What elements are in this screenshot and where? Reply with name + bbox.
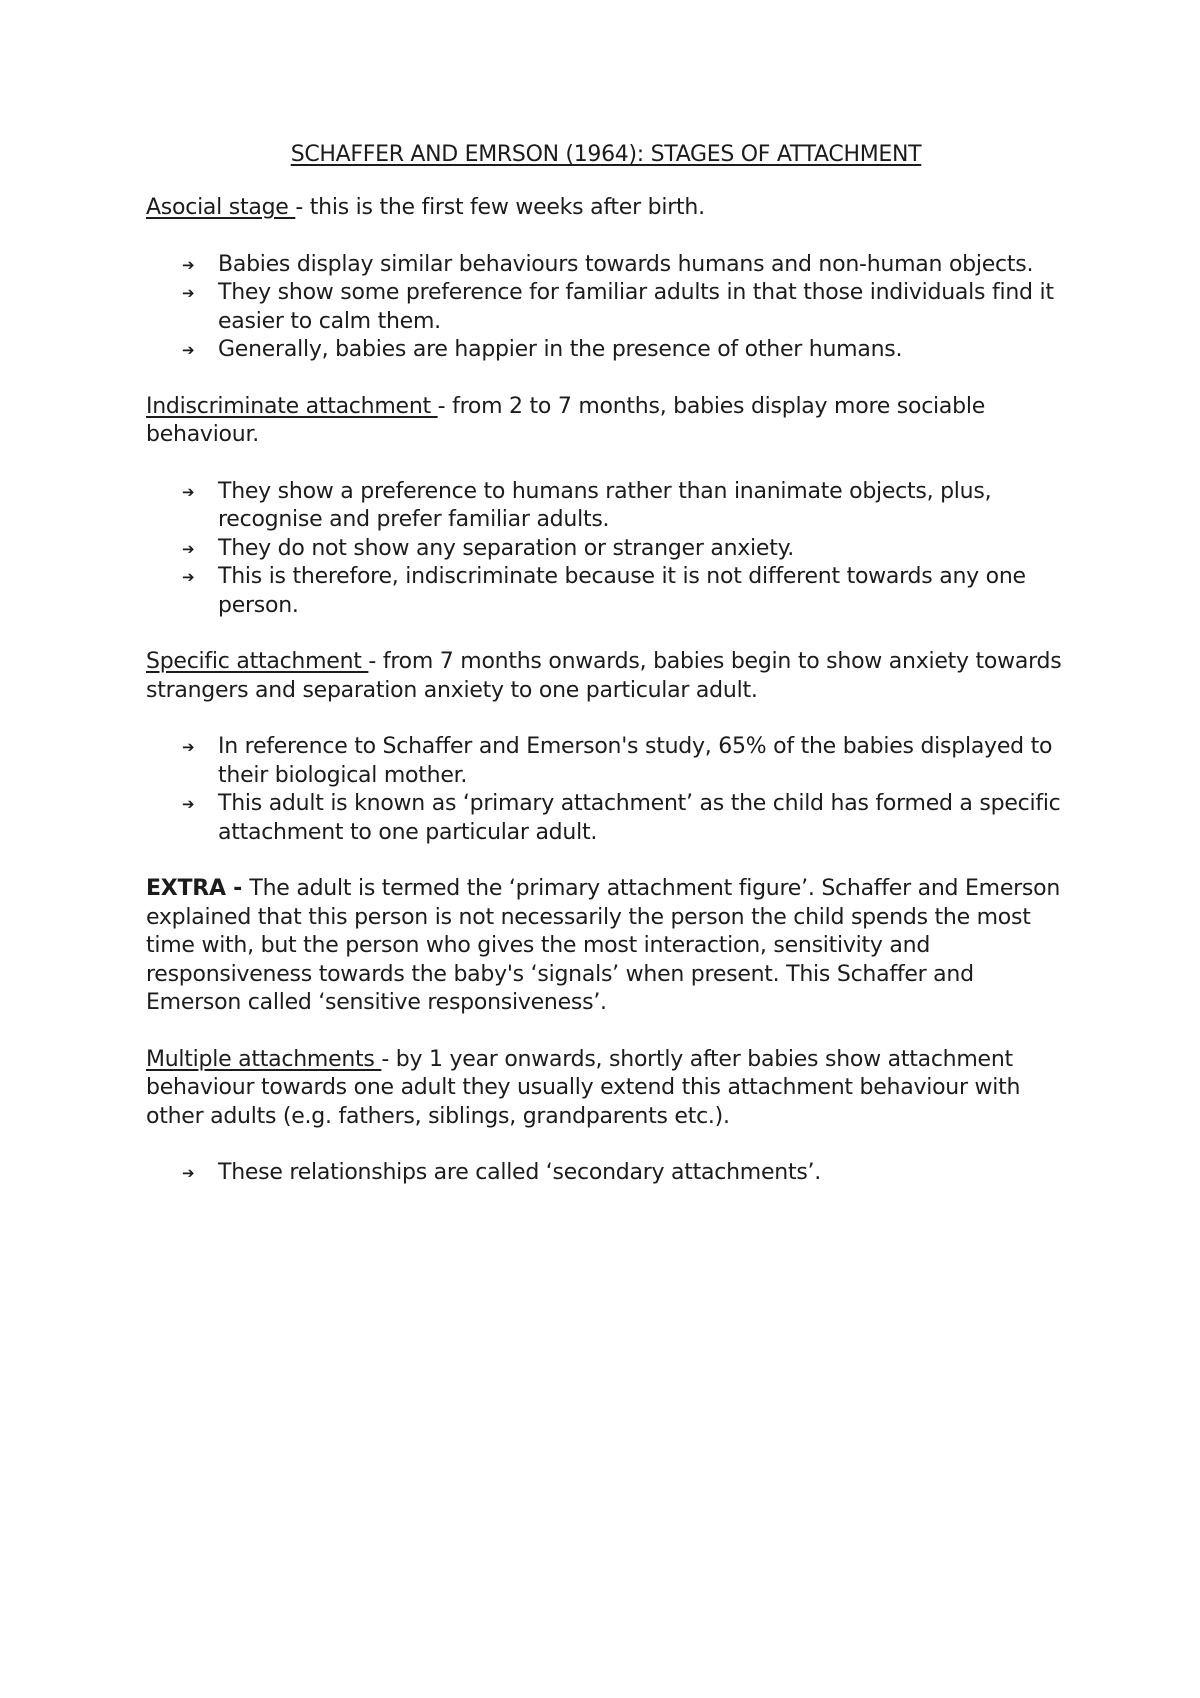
extra-label: EXTRA - <box>146 876 250 901</box>
spacer <box>146 1018 1066 1046</box>
arrow-bullet-icon: ➔ <box>182 284 195 302</box>
specific-attachment-heading: Specific attachment <box>146 649 369 674</box>
list-item: ➔ They do not show any separation or stranger anxiety. <box>218 535 1066 564</box>
list-item: ➔ They show some preference for familiar adults in that those individuals find it easier to calm them. <box>182 280 1054 334</box>
list-item: ➔ Generally, babies are happier in the presence of other humans. <box>218 336 1066 365</box>
indiscriminate-attachment-bullets <box>146 478 1066 621</box>
specific-attachment-bullets <box>146 733 1066 847</box>
list-item: ➔ This adult is known as ‘primary attachment’ as the child has formed a specific attachment to one particular adult. <box>182 791 1061 845</box>
asocial-stage-heading: Asocial stage <box>146 195 296 220</box>
indiscriminate-attachment-heading: Indiscriminate attachment <box>146 393 438 419</box>
indiscriminate-attachment-paragraph <box>146 393 1066 450</box>
arrow-bullet-icon: ➔ <box>182 568 195 586</box>
asocial-stage-paragraph <box>146 194 1066 223</box>
specific-attachment-text: - from 7 months onwards, babies begin to show anxiety towards strangers and separation anxiety to one particular adult. <box>146 649 1062 703</box>
multiple-attachments-heading: Multiple attachments <box>146 1046 382 1072</box>
asocial-stage-text: - this is the first few weeks after birth. <box>295 195 705 220</box>
arrow-bullet-icon: ➔ <box>182 341 195 359</box>
document-title: SCHAFFER AND EMRSON (1964): STAGES OF ATTACHMENT <box>290 142 922 167</box>
extra-text: The adult is termed the ‘primary attachment figure’. Schaffer and Emerson explained that this person is not necessarily the person the child spends the most time with, but the person who gives the most interaction, sensitivity and responsiveness towards the baby's ‘signals’ when present. This Schaffer and Emerson called ‘sensitive responsiveness’. <box>146 876 1061 1015</box>
multiple-attachments-bullets <box>146 1159 1066 1188</box>
list-item: ➔ This is therefore, indiscriminate because it is not different towards any one person. <box>182 564 1026 618</box>
arrow-bullet-icon: ➔ <box>182 482 195 501</box>
multiple-attachments-paragraph <box>146 1046 1066 1132</box>
list-item: ➔ They show a preference to humans rather than inanimate objects, plus, recognise and prefer familiar adults. <box>182 478 992 532</box>
extra-paragraph <box>146 875 1066 1018</box>
arrow-bullet-icon: ➔ <box>182 539 195 558</box>
list-item: ➔ In reference to Schaffer and Emerson's study, 65% of the babies displayed to their biological mother. <box>182 734 1053 788</box>
arrow-bullet-icon: ➔ <box>182 255 195 274</box>
arrow-bullet-icon: ➔ <box>182 795 195 813</box>
arrow-bullet-icon: ➔ <box>182 1164 195 1182</box>
list-item: ➔ These relationships are called ‘secondary attachments’. <box>218 1159 1066 1188</box>
indiscriminate-attachment-text: - from 2 to 7 months, babies display more sociable behaviour. <box>146 393 986 447</box>
document-page <box>146 140 1066 1216</box>
arrow-bullet-icon: ➔ <box>182 738 195 756</box>
asocial-stage-bullets <box>146 251 1066 365</box>
specific-attachment-paragraph <box>146 648 1066 705</box>
list-item: ➔ Babies display similar behaviours towards humans and non-human objects. <box>218 251 1066 280</box>
multiple-attachments-text: - by 1 year onwards, shortly after babies show attachment behaviour towards one adult they usually extend this attachment behaviour with other adults (e.g. fathers, siblings, grandparents etc.). <box>146 1046 1021 1129</box>
